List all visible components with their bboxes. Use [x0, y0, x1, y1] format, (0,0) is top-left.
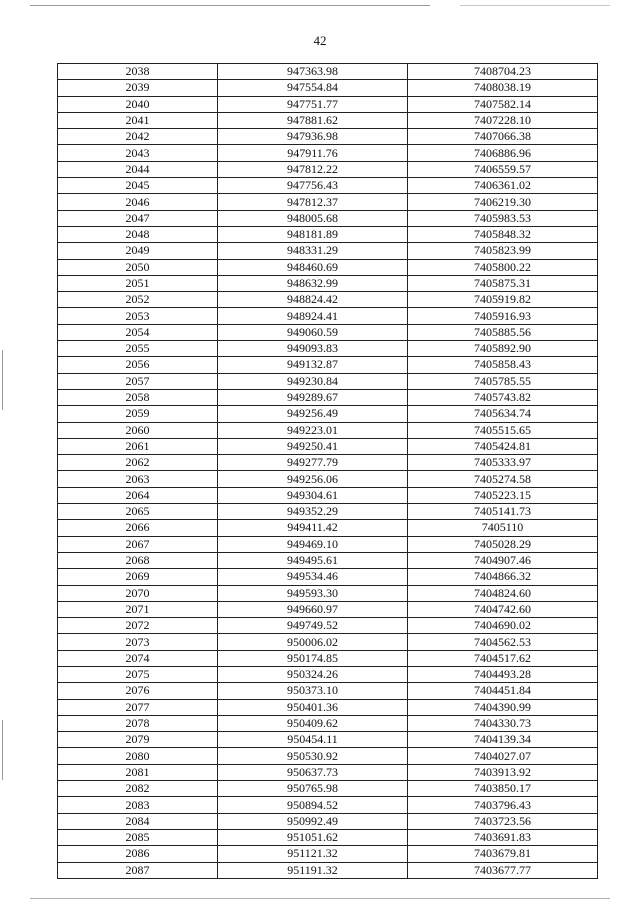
page-number: 42: [313, 33, 327, 48]
table-row: [58, 64, 598, 80]
point-number-cell: 2057: [58, 373, 218, 389]
table-row: [58, 569, 598, 585]
y-coordinate-cell: 7405743.82: [408, 389, 598, 405]
x-coordinate-cell: 948181.89: [218, 226, 408, 242]
x-coordinate-cell: 948632.99: [218, 275, 408, 291]
y-coordinate-cell: 7407066.38: [408, 129, 598, 145]
point-number-cell: 2039: [58, 80, 218, 96]
y-coordinate-cell: 7404330.73: [408, 715, 598, 731]
x-coordinate-cell: 947363.98: [218, 64, 408, 80]
table-row: [58, 797, 598, 813]
table-row: [58, 487, 598, 503]
table-row: [58, 748, 598, 764]
point-number-cell: 2063: [58, 471, 218, 487]
x-coordinate-cell: 947881.62: [218, 112, 408, 128]
table-row: [58, 520, 598, 536]
table-row: [58, 699, 598, 715]
table-row: [58, 308, 598, 324]
table-row: [58, 389, 598, 405]
table-row: [58, 666, 598, 682]
point-number-cell: 2079: [58, 732, 218, 748]
point-number-cell: 2051: [58, 275, 218, 291]
table-row: [58, 634, 598, 650]
table-row: [58, 406, 598, 422]
x-coordinate-cell: 949256.06: [218, 471, 408, 487]
scan-top-edge: [30, 5, 430, 6]
table-row: [58, 357, 598, 373]
point-number-cell: 2061: [58, 438, 218, 454]
point-number-cell: 2082: [58, 781, 218, 797]
table-row: [58, 438, 598, 454]
x-coordinate-cell: 950765.98: [218, 781, 408, 797]
table-row: [58, 764, 598, 780]
y-coordinate-cell: 7405110: [408, 520, 598, 536]
table-row: [58, 715, 598, 731]
point-number-cell: 2087: [58, 862, 218, 878]
point-number-cell: 2058: [58, 389, 218, 405]
point-number-cell: 2064: [58, 487, 218, 503]
point-number-cell: 2068: [58, 552, 218, 568]
y-coordinate-cell: 7405028.29: [408, 536, 598, 552]
point-number-cell: 2062: [58, 455, 218, 471]
x-coordinate-cell: 949277.79: [218, 455, 408, 471]
point-number-cell: 2073: [58, 634, 218, 650]
table-row: [58, 341, 598, 357]
x-coordinate-cell: 949495.61: [218, 552, 408, 568]
table-row: [58, 504, 598, 520]
y-coordinate-cell: 7405424.81: [408, 438, 598, 454]
y-coordinate-cell: 7404907.46: [408, 552, 598, 568]
y-coordinate-cell: 7403850.17: [408, 781, 598, 797]
y-coordinate-cell: 7405919.82: [408, 292, 598, 308]
table-row: [58, 829, 598, 845]
point-number-cell: 2071: [58, 601, 218, 617]
table-row: [58, 781, 598, 797]
table-row: [58, 552, 598, 568]
scan-top-edge-right: [460, 5, 610, 6]
y-coordinate-cell: 7404139.34: [408, 732, 598, 748]
x-coordinate-cell: 949749.52: [218, 618, 408, 634]
x-coordinate-cell: 949534.46: [218, 569, 408, 585]
table-row: [58, 275, 598, 291]
x-coordinate-cell: 949469.10: [218, 536, 408, 552]
y-coordinate-cell: 7405892.90: [408, 341, 598, 357]
table-row: [58, 471, 598, 487]
point-number-cell: 2075: [58, 666, 218, 682]
y-coordinate-cell: 7408038.19: [408, 80, 598, 96]
point-number-cell: 2046: [58, 194, 218, 210]
x-coordinate-cell: 949256.49: [218, 406, 408, 422]
table-row: [58, 112, 598, 128]
table-row: [58, 455, 598, 471]
x-coordinate-cell: 951121.32: [218, 846, 408, 862]
y-coordinate-cell: 7405916.93: [408, 308, 598, 324]
x-coordinate-cell: 949593.30: [218, 585, 408, 601]
table-row: [58, 324, 598, 340]
table-row: [58, 813, 598, 829]
table-row: [58, 161, 598, 177]
table-row: [58, 650, 598, 666]
scan-left-edge-mark: [2, 350, 3, 410]
x-coordinate-cell: 950530.92: [218, 748, 408, 764]
point-number-cell: 2070: [58, 585, 218, 601]
y-coordinate-cell: 7406886.96: [408, 145, 598, 161]
point-number-cell: 2069: [58, 569, 218, 585]
table-row: [58, 226, 598, 242]
x-coordinate-cell: 950006.02: [218, 634, 408, 650]
table-row: [58, 618, 598, 634]
x-coordinate-cell: 949060.59: [218, 324, 408, 340]
point-number-cell: 2038: [58, 64, 218, 80]
point-number-cell: 2053: [58, 308, 218, 324]
point-number-cell: 2055: [58, 341, 218, 357]
scan-bottom-edge: [30, 898, 610, 899]
x-coordinate-cell: 947554.84: [218, 80, 408, 96]
x-coordinate-cell: 947812.22: [218, 161, 408, 177]
table-row: [58, 210, 598, 226]
table-row: [58, 683, 598, 699]
x-coordinate-cell: 951051.62: [218, 829, 408, 845]
y-coordinate-cell: 7405223.15: [408, 487, 598, 503]
x-coordinate-cell: 947751.77: [218, 96, 408, 112]
y-coordinate-cell: 7405785.55: [408, 373, 598, 389]
y-coordinate-cell: 7404742.60: [408, 601, 598, 617]
point-number-cell: 2066: [58, 520, 218, 536]
x-coordinate-cell: 948824.42: [218, 292, 408, 308]
table-row: [58, 80, 598, 96]
x-coordinate-cell: 950174.85: [218, 650, 408, 666]
y-coordinate-cell: 7405141.73: [408, 504, 598, 520]
point-number-cell: 2045: [58, 178, 218, 194]
x-coordinate-cell: 949660.97: [218, 601, 408, 617]
point-number-cell: 2042: [58, 129, 218, 145]
x-coordinate-cell: 950992.49: [218, 813, 408, 829]
y-coordinate-cell: 7407228.10: [408, 112, 598, 128]
x-coordinate-cell: 949411.42: [218, 520, 408, 536]
y-coordinate-cell: 7404824.60: [408, 585, 598, 601]
point-number-cell: 2076: [58, 683, 218, 699]
x-coordinate-cell: 949289.67: [218, 389, 408, 405]
y-coordinate-cell: 7405333.97: [408, 455, 598, 471]
point-number-cell: 2059: [58, 406, 218, 422]
x-coordinate-cell: 950324.26: [218, 666, 408, 682]
y-coordinate-cell: 7408704.23: [408, 64, 598, 80]
y-coordinate-cell: 7405515.65: [408, 422, 598, 438]
y-coordinate-cell: 7406361.02: [408, 178, 598, 194]
y-coordinate-cell: 7407582.14: [408, 96, 598, 112]
point-number-cell: 2044: [58, 161, 218, 177]
y-coordinate-cell: 7404451.84: [408, 683, 598, 699]
scan-left-edge-mark: [2, 720, 3, 780]
point-number-cell: 2041: [58, 112, 218, 128]
point-number-cell: 2048: [58, 226, 218, 242]
x-coordinate-cell: 951191.32: [218, 862, 408, 878]
y-coordinate-cell: 7404493.28: [408, 666, 598, 682]
table-row: [58, 601, 598, 617]
point-number-cell: 2077: [58, 699, 218, 715]
y-coordinate-cell: 7403723.56: [408, 813, 598, 829]
y-coordinate-cell: 7404866.32: [408, 569, 598, 585]
point-number-cell: 2049: [58, 243, 218, 259]
x-coordinate-cell: 949230.84: [218, 373, 408, 389]
x-coordinate-cell: 948005.68: [218, 210, 408, 226]
y-coordinate-cell: 7404027.07: [408, 748, 598, 764]
point-number-cell: 2085: [58, 829, 218, 845]
point-number-cell: 2043: [58, 145, 218, 161]
y-coordinate-cell: 7406559.57: [408, 161, 598, 177]
x-coordinate-cell: 948460.69: [218, 259, 408, 275]
y-coordinate-cell: 7405858.43: [408, 357, 598, 373]
point-number-cell: 2047: [58, 210, 218, 226]
y-coordinate-cell: 7403913.92: [408, 764, 598, 780]
coordinates-table: [57, 63, 598, 879]
y-coordinate-cell: 7404562.53: [408, 634, 598, 650]
x-coordinate-cell: 949132.87: [218, 357, 408, 373]
table-row: [58, 732, 598, 748]
y-coordinate-cell: 7406219.30: [408, 194, 598, 210]
x-coordinate-cell: 947812.37: [218, 194, 408, 210]
point-number-cell: 2084: [58, 813, 218, 829]
point-number-cell: 2056: [58, 357, 218, 373]
x-coordinate-cell: 949304.61: [218, 487, 408, 503]
y-coordinate-cell: 7404690.02: [408, 618, 598, 634]
y-coordinate-cell: 7404517.62: [408, 650, 598, 666]
point-number-cell: 2040: [58, 96, 218, 112]
x-coordinate-cell: 949223.01: [218, 422, 408, 438]
y-coordinate-cell: 7405800.22: [408, 259, 598, 275]
x-coordinate-cell: 949093.83: [218, 341, 408, 357]
table-row: [58, 259, 598, 275]
y-coordinate-cell: 7404390.99: [408, 699, 598, 715]
y-coordinate-cell: 7403677.77: [408, 862, 598, 878]
y-coordinate-cell: 7405848.32: [408, 226, 598, 242]
x-coordinate-cell: 949250.41: [218, 438, 408, 454]
table-row: [58, 96, 598, 112]
table-row: [58, 846, 598, 862]
y-coordinate-cell: 7403691.83: [408, 829, 598, 845]
x-coordinate-cell: 950373.10: [218, 683, 408, 699]
point-number-cell: 2080: [58, 748, 218, 764]
x-coordinate-cell: 950409.62: [218, 715, 408, 731]
point-number-cell: 2050: [58, 259, 218, 275]
x-coordinate-cell: 950454.11: [218, 732, 408, 748]
x-coordinate-cell: 948924.41: [218, 308, 408, 324]
point-number-cell: 2060: [58, 422, 218, 438]
coordinates-table-body: [58, 64, 598, 879]
point-number-cell: 2054: [58, 324, 218, 340]
point-number-cell: 2067: [58, 536, 218, 552]
table-row: [58, 178, 598, 194]
y-coordinate-cell: 7403679.81: [408, 846, 598, 862]
table-row: [58, 145, 598, 161]
y-coordinate-cell: 7405983.53: [408, 210, 598, 226]
y-coordinate-cell: 7405875.31: [408, 275, 598, 291]
x-coordinate-cell: 947936.98: [218, 129, 408, 145]
point-number-cell: 2083: [58, 797, 218, 813]
point-number-cell: 2081: [58, 764, 218, 780]
table-row: [58, 422, 598, 438]
y-coordinate-cell: 7405634.74: [408, 406, 598, 422]
point-number-cell: 2052: [58, 292, 218, 308]
x-coordinate-cell: 950401.36: [218, 699, 408, 715]
x-coordinate-cell: 948331.29: [218, 243, 408, 259]
x-coordinate-cell: 949352.29: [218, 504, 408, 520]
y-coordinate-cell: 7405274.58: [408, 471, 598, 487]
x-coordinate-cell: 950637.73: [218, 764, 408, 780]
table-row: [58, 243, 598, 259]
table-row: [58, 194, 598, 210]
point-number-cell: 2086: [58, 846, 218, 862]
point-number-cell: 2065: [58, 504, 218, 520]
y-coordinate-cell: 7405885.56: [408, 324, 598, 340]
table-row: [58, 373, 598, 389]
x-coordinate-cell: 950894.52: [218, 797, 408, 813]
table-row: [58, 129, 598, 145]
point-number-cell: 2074: [58, 650, 218, 666]
y-coordinate-cell: 7405823.99: [408, 243, 598, 259]
table-row: [58, 862, 598, 878]
x-coordinate-cell: 947911.76: [218, 145, 408, 161]
point-number-cell: 2078: [58, 715, 218, 731]
y-coordinate-cell: 7403796.43: [408, 797, 598, 813]
table-row: [58, 536, 598, 552]
table-row: [58, 292, 598, 308]
table-row: [58, 585, 598, 601]
point-number-cell: 2072: [58, 618, 218, 634]
x-coordinate-cell: 947756.43: [218, 178, 408, 194]
